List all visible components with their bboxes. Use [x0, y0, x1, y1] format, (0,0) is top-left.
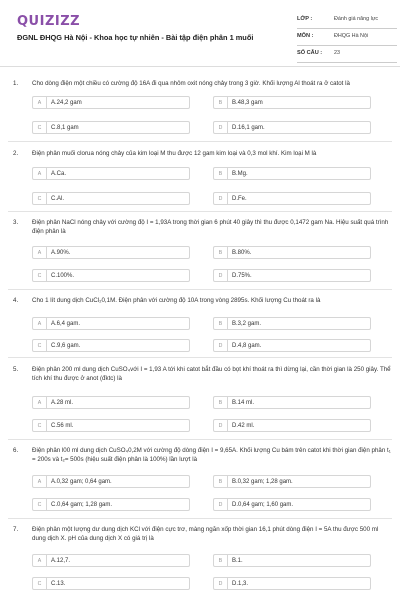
option-text: A.Ca.: [51, 171, 67, 177]
option-letter: A: [33, 476, 47, 488]
option-a[interactable]: [32, 246, 190, 259]
option-letter: A: [33, 318, 47, 330]
option-text: A.12,7.: [51, 558, 71, 564]
option-a[interactable]: [32, 96, 190, 109]
option-c[interactable]: [32, 192, 190, 205]
option-letter: A: [33, 555, 47, 567]
option-a[interactable]: [32, 317, 190, 330]
question-text: Điện phân l00 ml dung dịch CuSO₄0,2M với cường độ dòng điện I = 9,65A. Khối lượng Cu bám trên catot khi thời gian điện phân t₁ = 200s và t₂= 500s (hiệu suất điện phân là 100%) lần lượt là: [32, 447, 391, 463]
meta-label: MÔN :: [297, 33, 314, 39]
option-b[interactable]: [213, 96, 371, 109]
option-letter: D: [214, 340, 228, 352]
option-letter: B: [214, 318, 228, 330]
option-letter: D: [214, 499, 228, 511]
meta-value: Đánh giá năng lực: [334, 16, 379, 22]
option-b[interactable]: [213, 246, 371, 259]
option-text: B.1.: [232, 558, 243, 564]
worksheet-meta: [297, 14, 397, 65]
option-d[interactable]: [213, 192, 371, 205]
meta-label: LỚP :: [297, 16, 313, 22]
option-letter: D: [214, 578, 228, 590]
question-text: Điện phân một lượng dư dung dịch KCl với điện cực trơ, màng ngăn xốp thời gian 16,1 phút dòng điện I = 5A thu được 500 ml dung dịch X. pH của dung dịch X có giá trị là: [32, 526, 379, 542]
option-text: C.0,64 gam; 1,28 gam.: [51, 502, 113, 508]
question-text: Điện phân NaCl nóng chảy với cường độ I = 1,93A trong thời gian 6 phút 40 giây thì thu được 0,1472 gam Na. Hiệu suất quá trình điện phân là: [32, 219, 389, 235]
option-letter: C: [33, 122, 47, 134]
option-text: C.100%.: [51, 273, 75, 279]
question-number: 4.: [13, 297, 19, 304]
question-number: 2.: [13, 150, 19, 157]
header-divider: [0, 66, 400, 67]
option-text: B.48,3 gam: [232, 100, 263, 106]
option-b[interactable]: [213, 396, 371, 409]
option-letter: A: [33, 247, 47, 259]
option-letter: C: [33, 270, 47, 282]
option-b[interactable]: [213, 554, 371, 567]
question-separator: [8, 439, 392, 440]
option-text: C.56 ml.: [51, 423, 74, 429]
option-text: A.28 ml.: [51, 400, 74, 406]
option-text: B.Mg.: [232, 171, 248, 177]
option-c[interactable]: [32, 419, 190, 432]
question-text: Cho dòng điện một chiều có cường độ 16A đi qua nhôm oxit nóng chảy trong 3 giờ. Khối lượng Al thoát ra ở catot là: [32, 80, 350, 87]
option-letter: A: [33, 397, 47, 409]
option-text: B.3,2 gam.: [232, 321, 262, 327]
question-separator: [8, 518, 392, 519]
option-letter: B: [214, 97, 228, 109]
option-text: D.75%.: [232, 273, 252, 279]
option-a[interactable]: [32, 554, 190, 567]
option-letter: A: [33, 168, 47, 180]
question-text: Điện phân 200 ml dung dịch CuSO₄với I = 1,93 A tới khi catot bắt đầu có bọt khí thoát ra thì dừng lại, cần thời gian là 250 giây. Thể tích khí thu được ở anot (đktc) là: [32, 366, 391, 382]
option-letter: B: [214, 397, 228, 409]
question-separator: [8, 211, 392, 212]
option-d[interactable]: [213, 419, 371, 432]
question-text: Cho 1 lít dung dịch CuCl₂0,1M. Điện phân với cường độ 10A trong vòng 2895s. Khối lượng Cu thoát ra là: [32, 297, 321, 304]
option-letter: D: [214, 122, 228, 134]
meta-value: 23: [334, 50, 340, 56]
option-d[interactable]: [213, 339, 371, 352]
option-b[interactable]: [213, 475, 371, 488]
question-number: 5.: [13, 366, 19, 373]
option-text: D.42 ml.: [232, 423, 255, 429]
option-text: B.14 ml.: [232, 400, 255, 406]
question-number: 3.: [13, 219, 19, 226]
question-number: 6.: [13, 447, 19, 454]
option-letter: D: [214, 270, 228, 282]
option-text: B.80%.: [232, 250, 252, 256]
option-d[interactable]: [213, 577, 371, 590]
question-number: 7.: [13, 526, 19, 533]
quizizz-logo: QUIZIZZ: [17, 14, 81, 29]
option-d[interactable]: [213, 498, 371, 511]
worksheet-header: [0, 0, 400, 66]
meta-row-subject: [297, 31, 397, 46]
option-letter: C: [33, 420, 47, 432]
option-text: A.24,2 gam: [51, 100, 82, 106]
question-text: Điện phân muối clorua nóng chảy của kim loại M thu được 12 gam kim loại và 0,3 mol khí. Kim loại M là: [32, 150, 317, 157]
question-separator: [8, 141, 392, 142]
meta-row-class: [297, 14, 397, 29]
meta-row-count: [297, 48, 397, 63]
option-a[interactable]: [32, 475, 190, 488]
option-b[interactable]: [213, 317, 371, 330]
option-letter: C: [33, 193, 47, 205]
option-a[interactable]: [32, 167, 190, 180]
option-text: A.6,4 gam.: [51, 321, 81, 327]
option-text: D.0,64 gam; 1,60 gam.: [232, 502, 294, 508]
option-c[interactable]: [32, 498, 190, 511]
option-d[interactable]: [213, 121, 371, 134]
worksheet-title: ĐGNL ĐHQG Hà Nội - Khoa học tự nhiên - Bài tập điện phân 1 muối: [17, 33, 254, 42]
option-letter: D: [214, 193, 228, 205]
option-a[interactable]: [32, 396, 190, 409]
option-text: D.1,3.: [232, 581, 249, 587]
question-number: 1.: [13, 80, 19, 87]
meta-label: SỐ CÂU :: [297, 50, 323, 56]
option-d[interactable]: [213, 269, 371, 282]
option-text: A.0,32 gam; 0,64 gam.: [51, 479, 112, 485]
option-c[interactable]: [32, 577, 190, 590]
option-b[interactable]: [213, 167, 371, 180]
option-letter: B: [214, 247, 228, 259]
option-letter: B: [214, 168, 228, 180]
option-text: C.Al.: [51, 196, 65, 202]
option-text: C.8,1 gam: [51, 125, 79, 131]
option-text: D.4,8 gam.: [232, 343, 262, 349]
option-text: C.9,6 gam.: [51, 343, 81, 349]
option-letter: C: [33, 340, 47, 352]
question-separator: [8, 289, 392, 290]
option-letter: C: [33, 578, 47, 590]
meta-value: ĐHQG Hà Nội: [334, 33, 369, 39]
option-c[interactable]: [32, 269, 190, 282]
option-text: B.0,32 gam; 1,28 gam.: [232, 479, 293, 485]
option-letter: B: [214, 555, 228, 567]
option-text: D.Fe.: [232, 196, 247, 202]
option-letter: A: [33, 97, 47, 109]
option-letter: D: [214, 420, 228, 432]
option-text: D.16,1 gam.: [232, 125, 265, 131]
question-separator: [8, 357, 392, 358]
option-letter: B: [214, 476, 228, 488]
option-c[interactable]: [32, 339, 190, 352]
option-letter: C: [33, 499, 47, 511]
option-text: A.90%.: [51, 250, 71, 256]
option-c[interactable]: [32, 121, 190, 134]
option-text: C.13.: [51, 581, 66, 587]
